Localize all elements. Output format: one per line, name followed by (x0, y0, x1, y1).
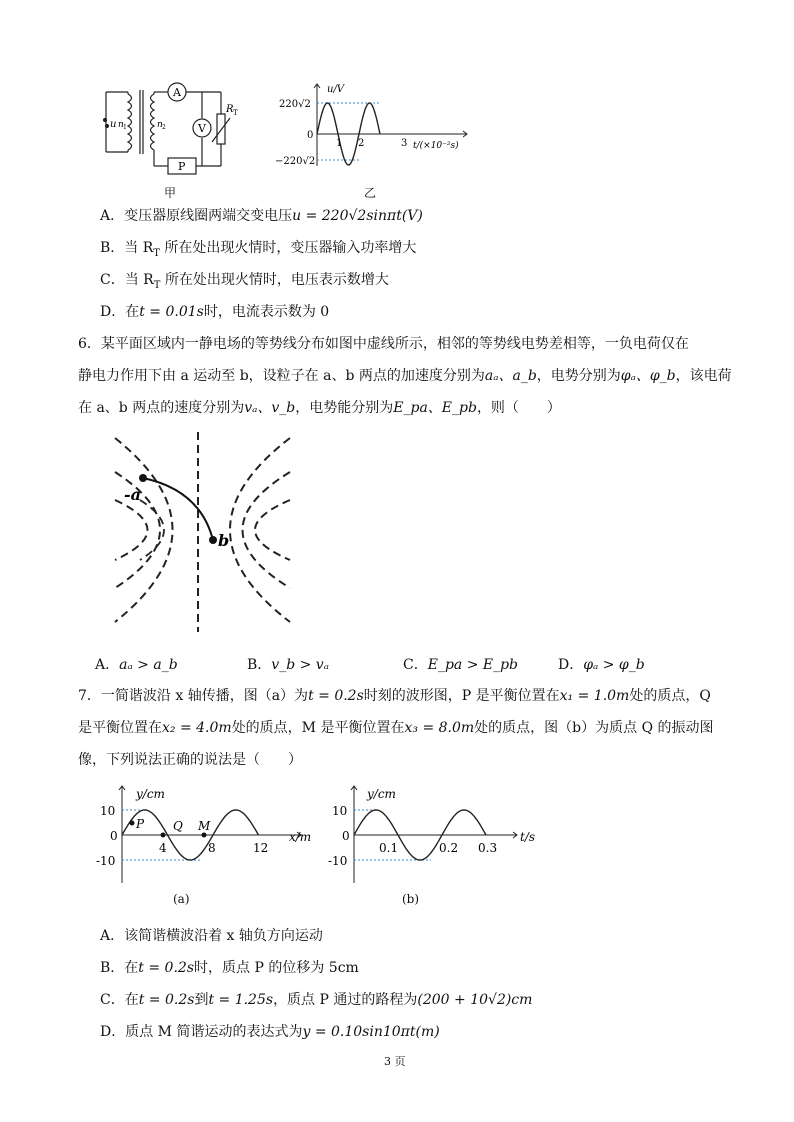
n2-sub: 2 (162, 124, 166, 131)
u-label: u (110, 119, 117, 130)
yi-ytick-top: 220√2 (279, 99, 311, 110)
q6-option-b[interactable]: B．v_b > vₐ (247, 657, 329, 673)
wave-b-ytick-10: 10 (332, 804, 348, 818)
wave-b-ylabel: y/cm (367, 787, 396, 801)
q7-stem-line3: 像，下列说法正确的说法是（ ） (78, 752, 302, 768)
wave-a-ytick-0: 0 (110, 829, 118, 843)
wave-b-xtick-03: 0.3 (478, 841, 498, 855)
wave-graph-a (96, 780, 321, 890)
yi-ytick-zero: 0 (307, 130, 314, 141)
n1-label: n (118, 120, 124, 130)
q7-option-c[interactable]: C．在t = 0.2s到t = 1.25s，质点 P 通过的路程为(200 + 10√2)cm (100, 992, 533, 1008)
point-b-label: b (218, 531, 230, 550)
q6-stem-line2: 静电力作用下由 a 运动至 b，设粒子在 a、b 两点的加速度分别为aₐ、a_b，电势分别为φₐ、φ_b，该电荷 (78, 368, 732, 384)
yi-ytick-bottom: −220√2 (275, 156, 316, 167)
yi-xtick-2: 2 (358, 138, 365, 149)
q7-option-b[interactable]: B．在t = 0.2s时，质点 P 的位移为 5cm (100, 960, 359, 976)
yi-ylabel: u/V (327, 84, 345, 95)
wave-a-xlabel: x/m (289, 830, 312, 844)
resistor-label: R (226, 104, 234, 115)
q7-option-d[interactable]: D．质点 M 简谐运动的表达式为y = 0.10sin10πt(m) (100, 1024, 440, 1040)
wave-b-xlabel: t/s (520, 830, 536, 844)
wave-a-xtick-12: 12 (253, 841, 269, 855)
caption-jia: 甲 (164, 186, 177, 200)
q5-option-b[interactable]: B．当 $R_T$ 所在处出现火情时，变压器输入功率增大 (100, 240, 417, 259)
wave-a-ytick-neg10: -10 (96, 854, 116, 868)
point-m-marker (202, 833, 207, 838)
q5-option-d[interactable]: D．在t = 0.01s时，电流表示数为 0 (100, 304, 330, 320)
wave-b-xtick-01: 0.1 (379, 841, 399, 855)
point-a-label: -a (124, 485, 142, 504)
wave-a-xtick-8: 8 (208, 841, 216, 855)
q6-stem-line3: 在 a、b 两点的速度分别为vₐ、v_b，电势能分别为E_pa、E_pb，则（ ） (78, 400, 561, 416)
q5-option-c[interactable]: C．当 $R_T$ 所在处出现火情时，电压表示数增大 (100, 272, 389, 291)
ammeter-label: A (173, 86, 181, 99)
q5-option-a[interactable]: A．变压器原线圈两端交变电压u = 220√2sinπt(V) (100, 208, 423, 224)
label-m: M (198, 819, 211, 833)
q7-stem-line2: 是平衡位置在x₂ = 4.0m处的质点，M 是平衡位置在x₃ = 8.0m处的质点，图（b）为质点 Q 的振动图 (78, 720, 714, 736)
yi-xtick-3: 3 (401, 138, 408, 149)
circuit-diagram-jia (96, 80, 246, 180)
point-p-marker (130, 821, 135, 826)
q6-stem-line1: 6．某平面区域内一静电场的等势线分布如图中虚线所示，相邻的等势线电势差相等，一负电荷仅在 (78, 336, 689, 352)
q7-option-a[interactable]: A．该简谐横波沿着 x 轴负方向运动 (100, 928, 323, 944)
point-q-marker (161, 833, 166, 838)
yi-xtick-1: 1 (336, 138, 343, 149)
n1-sub: 1 (123, 124, 127, 131)
label-p: P (136, 817, 145, 831)
wave-a-xtick-4: 4 (159, 841, 167, 855)
q6-option-a[interactable]: A．aₐ > a_b (95, 657, 178, 673)
p-box-label: P (178, 160, 186, 173)
caption-a: (a) (173, 892, 190, 906)
caption-b: (b) (402, 892, 420, 906)
page-number: 3 页 (384, 1055, 406, 1068)
voltage-graph-yi (275, 80, 475, 170)
resistor-sub: T (233, 109, 238, 117)
wave-b-xtick-02: 0.2 (439, 841, 459, 855)
wave-b-ytick-0: 0 (342, 829, 350, 843)
n2-label: n (157, 120, 163, 130)
vibration-graph-b (327, 780, 547, 890)
wave-a-ylabel: y/cm (136, 787, 165, 801)
equipotential-figure (110, 430, 300, 635)
q7-stem-line1: 7．一简谐波沿 x 轴传播，图（a）为t = 0.2s时刻的波形图，P 是平衡位置在x₁ = 1.0m处的质点，Q (78, 688, 711, 704)
voltmeter-label: V (198, 122, 206, 135)
caption-yi: 乙 (364, 186, 377, 200)
q6-option-d[interactable]: D．φₐ > φ_b (558, 657, 645, 673)
yi-xlabel: t/(×10⁻²s) (413, 141, 459, 151)
label-q: Q (173, 819, 183, 833)
q6-option-c[interactable]: C．E_pa > E_pb (403, 657, 519, 673)
wave-a-ytick-10: 10 (100, 804, 116, 818)
wave-b-ytick-neg10: -10 (328, 854, 348, 868)
